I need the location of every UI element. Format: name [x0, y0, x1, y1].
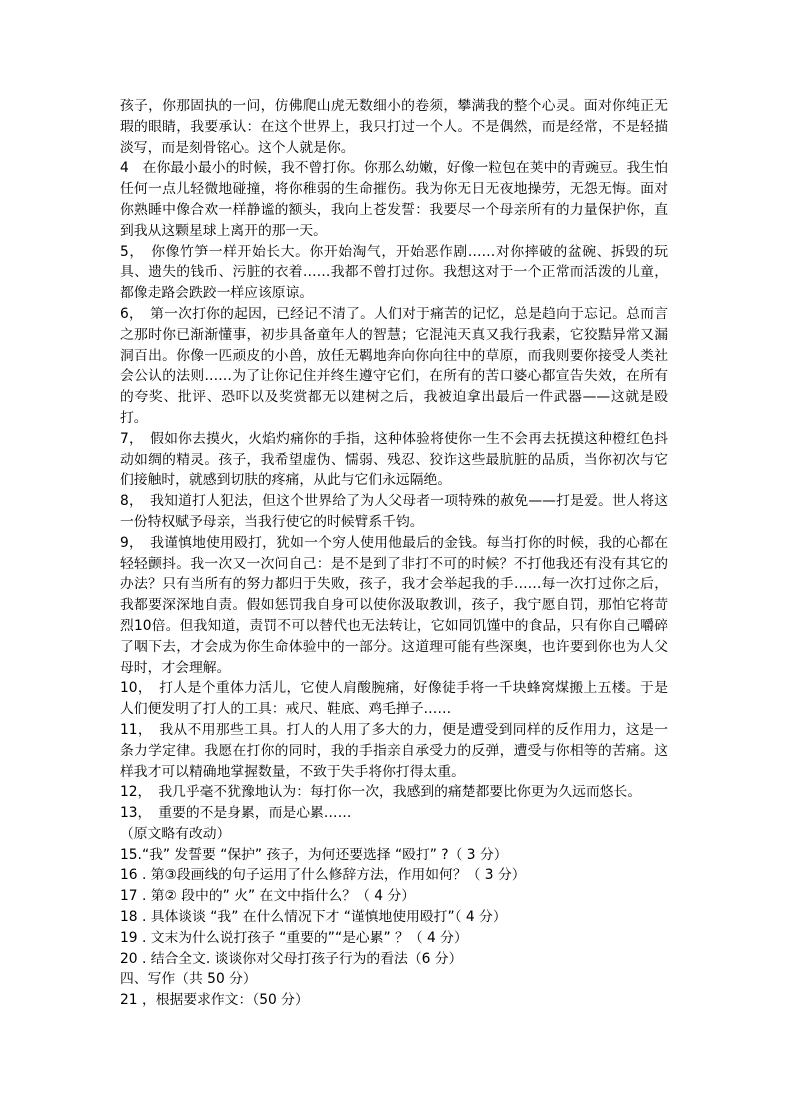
paragraph-13: 13， 重要的不是身累，而是心累…… — [120, 805, 352, 822]
paragraph-8: 8， 我知道打人犯法，但这个世界给了为人父母者一项特殊的赦免——打是爱。世人将这一份特权赋予母亲，当我行使它的时候臂系千钧。 — [120, 493, 668, 530]
source-note: （原文略有改动） — [120, 825, 231, 842]
question-17: 17 . 第② 段中的” 火” 在文中指什么？（ 4 分） — [120, 888, 416, 905]
question-21: 21 ，根据要求作文：（50 分） — [120, 992, 309, 1009]
paragraph-12: 12， 我几乎毫不犹豫地认为：每打你一次，我感到的痛楚都要比你更为久远而悠长。 — [120, 784, 642, 801]
paragraph-11: 11， 我从不用那些工具。打人的人用了多大的力，便是遭受到同样的反作用力，这是一条力学定律。我愿在打你的同时，我的手指亲自承受力的反弹，遭受与你相等的苦痛。这样我才可以精确地掌握数量，不致于失手将你打得太重。 — [120, 721, 668, 780]
section-heading-writing: 四、写作（共 50 分） — [120, 971, 257, 988]
paragraph-7: 7， 假如你去摸火，火焰灼痛你的手指，这种体验将使你一生不会再去抚摸这种橙红色抖动如绸的精灵。孩子，我希望虚伪、懦弱、残忍、狡诈这些最肮脏的品质，当你初次与它们接触时，就感到切肤的疼痛，从此与它们永远隔绝。 — [120, 430, 668, 489]
paragraph-intro: 孩子，你那固执的一问，仿佛爬山虎无数细小的卷须，攀满我的整个心灵。面对你纯正无瑕的眼睛，我要承认：在这个世界上，我只打过一个人。不是偶然，而是经常，不是轻描淡写，而是刻骨铭心。这个人就是你。 — [120, 98, 668, 156]
question-19: 19 . 文末为什么说打孩子 “重要的”“是心累” ？（ 4 分） — [120, 929, 468, 946]
question-20: 20 . 结合全文. 谈谈你对父母打孩子行为的看法（6 分） — [120, 950, 463, 967]
paragraph-9: 9， 我谨慎地使用殴打，犹如一个穷人使用他最后的金钱。每当打你的时候，我的心都在轻轻颤抖。我一次又一次问自己：是不是到了非打不可的时候？不打他我还有没有其它的办法？只有当所有的努力都归于失败，孩子，我才会举起我的手……每一次打过你之后，我都要深深地自责。假如惩罚我自身可以使你汲取教训，孩子，我宁愿自罚，那怕它将苛烈10倍。但我知道，责罚不可以替代也无法转让，它如同饥馑中的食品，只有你自己嚼碎了咽下去，才会成为你生命体验中的一部分。这道理可能有些深奥，也许要到你也为人父母时，才会理解。 — [120, 534, 668, 676]
paragraph-10: 10， 打人是个重体力活儿，它使人肩酸腕痛，好像徒手将一千块蜂窝煤搬上五楼。于是人们便发明了打人的工具：戒尺、鞋底、鸡毛掸子…… — [120, 680, 668, 718]
paragraph-6: 6， 第一次打你的起因，已经记不清了。人们对于痛苦的记忆，总是趋向于忘记。总而言之那时你已渐渐懂事，初步具备童年人的智慧；它混沌天真又我行我素，它狡黠异常又漏洞百出。你像一匹顽皮的小兽，放任无羁地奔向你向往中的草原，而我则要你接受人类社会公认的法则……为了让你记住并终生遵守它们，在所有的苦口婆心都宣告失效，在所有的夸奖、批评、恐吓以及奖赏都无以建树之后，我被迫拿出最后一件武器——这就是殴打。 — [120, 305, 668, 426]
question-16: 16 . 第③段画线的句子运用了什么修辞方法，作用如何？（ 3 分） — [120, 867, 526, 884]
paragraph-4: 4 在你最小最小的时候，我不曾打你。你那么幼嫩，好像一粒包在荚中的青豌豆。我生怕任何一点儿轻微地碰撞，将你稚弱的生命摧伤。我为你无日无夜地操劳，无怨无悔。面对你熟睡中像合欢一样静谧的额头，我向上苍发誓：我要尽一个母亲所有的力量保护你，直到我从这颗星球上离开的那一天。 — [120, 160, 668, 239]
document-body — [120, 96, 668, 1011]
question-18: 18 . 具体谈谈 “我” 在什么情况下才 “谨慎地使用殴打”（ 4 分） — [120, 909, 507, 926]
paragraph-5: 5， 你像竹笋一样开始长大。你开始淘气，开始恶作剧……对你摔破的盆碗、拆毁的玩具、遗失的钱币、污脏的衣着……我都不曾打过你。我想这对于一个正常而活泼的儿童，都像走路会跌跤一样应该原谅。 — [120, 243, 668, 302]
question-15: 15.“我” 发誓要 “保护” 孩子，为何还要选择 “殴打” ?（ 3 分） — [120, 846, 508, 863]
